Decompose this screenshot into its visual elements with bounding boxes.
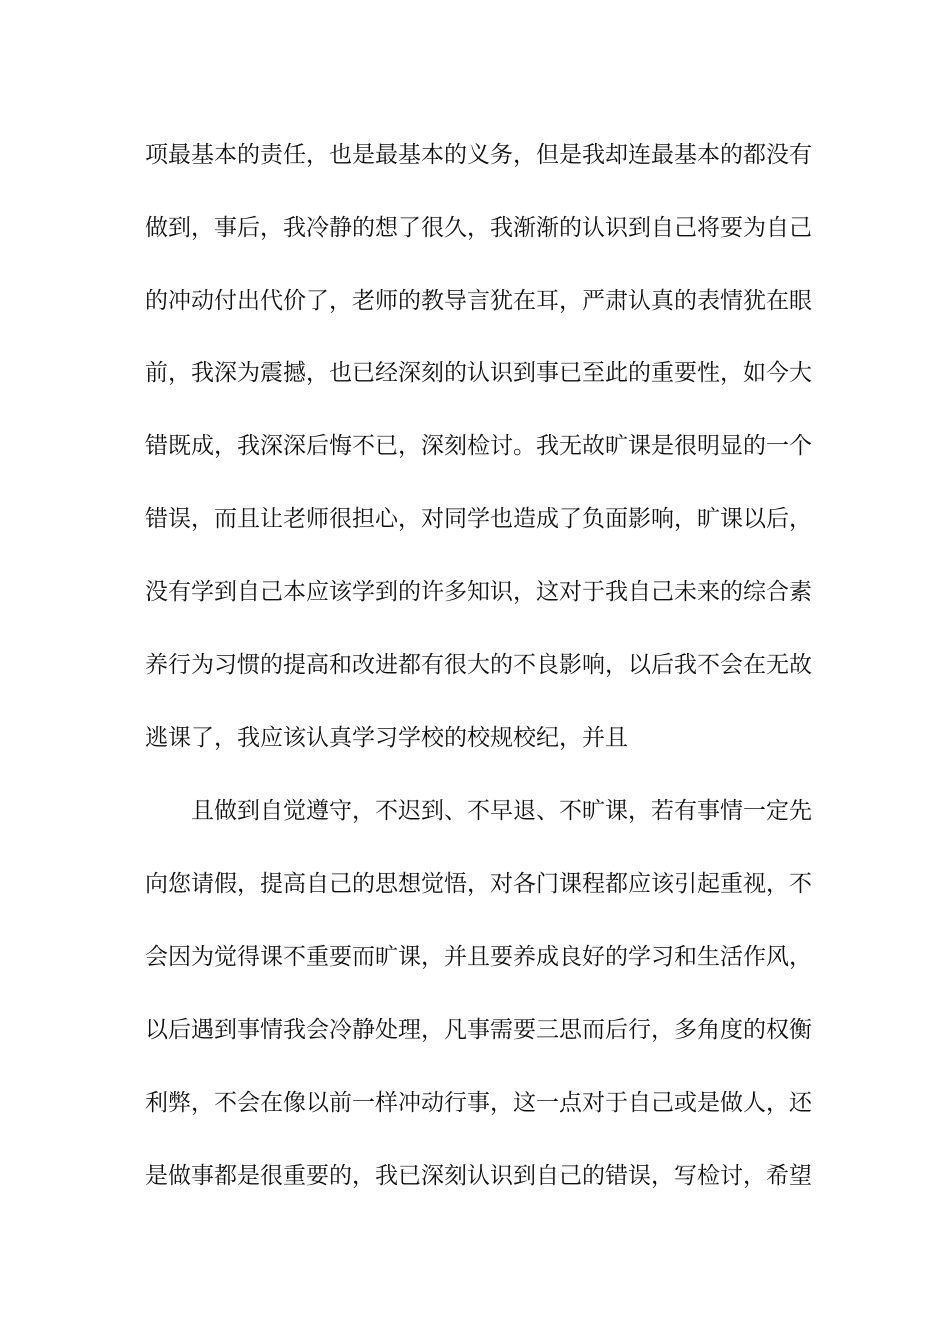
text-line: 养行为习惯的提高和改进都有很大的不良影响，以后我不会在无故 <box>145 652 812 678</box>
text-line: 项最基本的责任，也是最基本的义务，但是我却连最基本的都没有 <box>145 142 812 168</box>
text-line: 会因为觉得课不重要而旷课，并且要养成良好的学习和生活作风， <box>145 944 812 970</box>
text-line: 逃课了，我应该认真学习学校的校规校纪，并且 <box>145 725 628 751</box>
text-line: 错既成，我深深后悔不已，深刻检讨。我无故旷课是很明显的一个 <box>145 433 812 459</box>
text-line: 前，我深为震撼，也已经深刻的认识到事已至此的重要性，如今大 <box>145 360 812 386</box>
text-line: 是做事都是很重要的，我已深刻认识到自己的错误，写检讨，希望 <box>145 1163 812 1189</box>
text-line: 的冲动付出代价了，老师的教导言犹在耳，严肃认真的表情犹在眼 <box>145 288 812 314</box>
text-line: 错误，而且让老师很担心，对同学也造成了负面影响，旷课以后， <box>145 506 812 532</box>
text-line: 利弊，不会在像以前一样冲动行事，这一点对于自己或是做人，还 <box>145 1090 812 1116</box>
text-line: 以后遇到事情我会冷静处理，凡事需要三思而后行，多角度的权衡 <box>145 1017 812 1043</box>
text-line: 向您请假，提高自己的思想觉悟，对各门课程都应该引起重视，不 <box>145 871 812 897</box>
text-line: 没有学到自己本应该学到的许多知识，这对于我自己未来的综合素 <box>145 579 812 605</box>
text-line: 做到，事后，我冷静的想了很久，我渐渐的认识到自己将要为自己 <box>145 215 812 241</box>
paragraph-first-line: 且做到自觉遵守，不迟到、不早退、不旷课，若有事情一定先 <box>191 798 812 824</box>
